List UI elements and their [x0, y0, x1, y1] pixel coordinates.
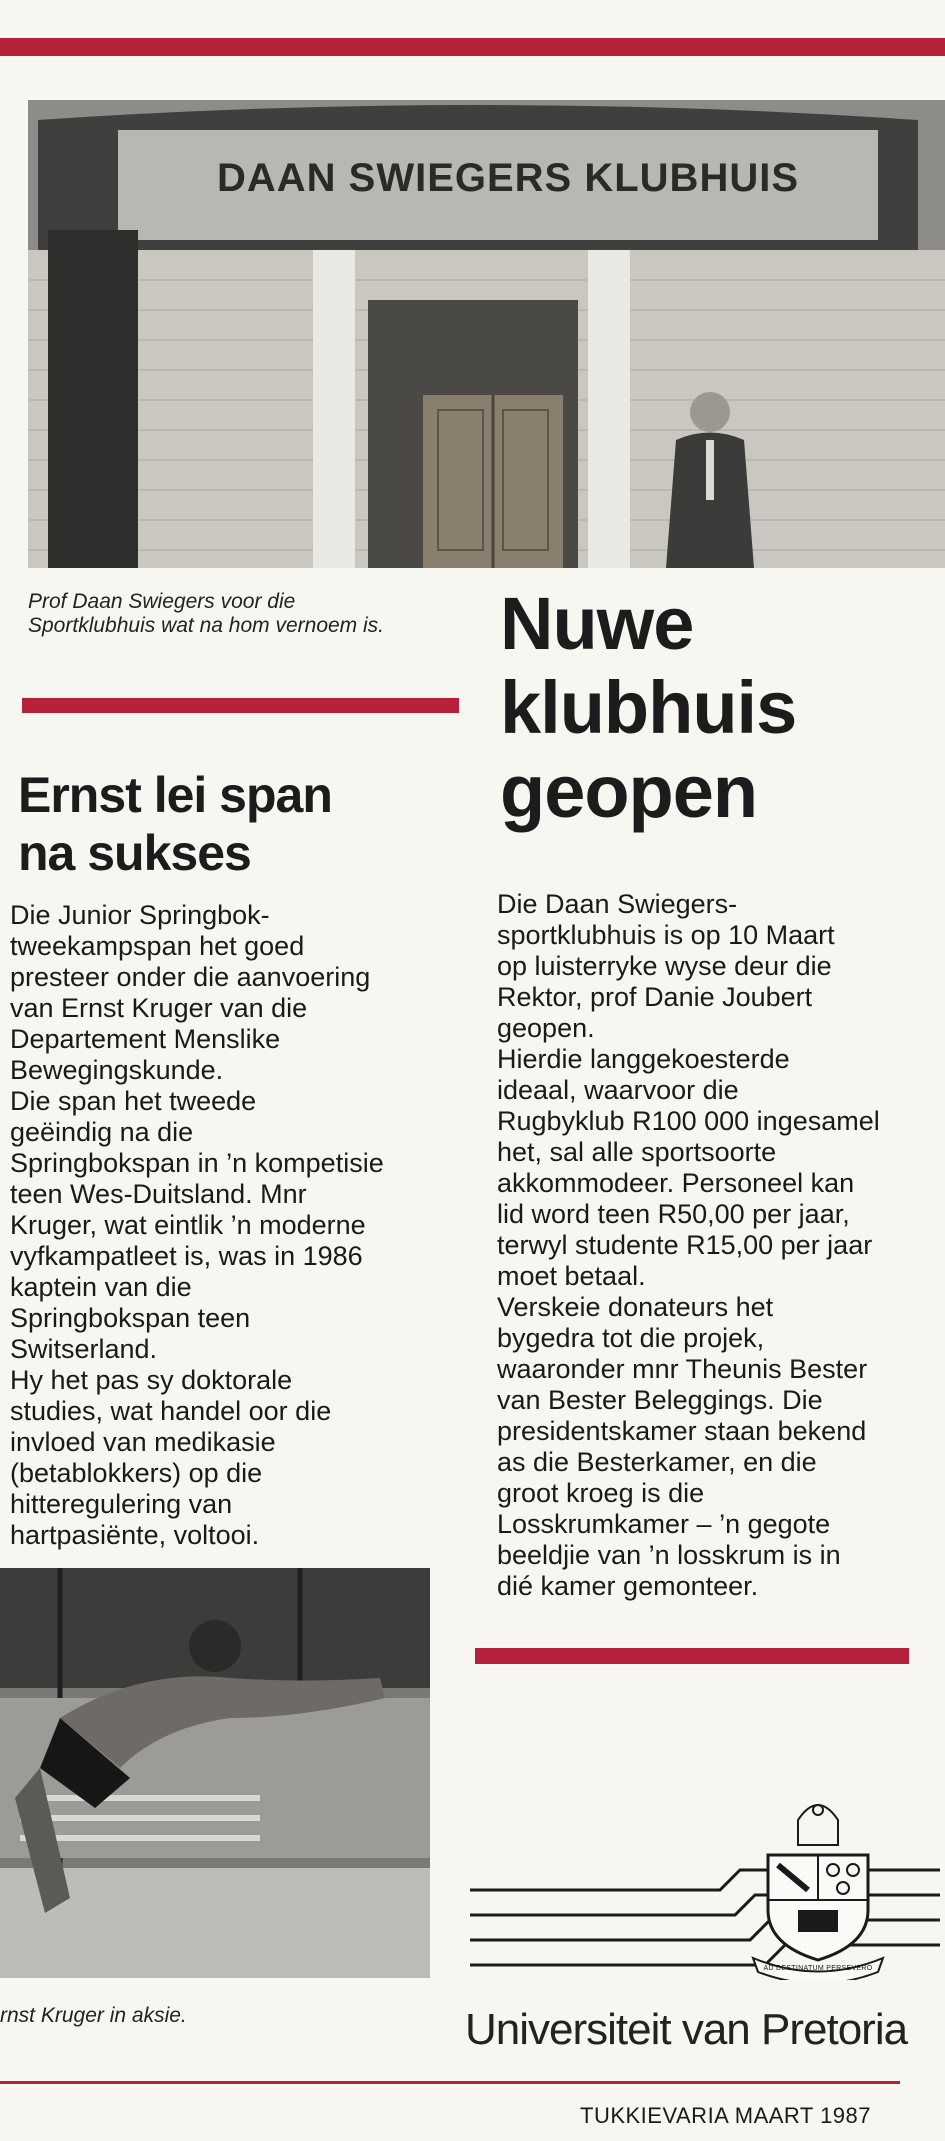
swimmer-photo — [0, 1568, 430, 1978]
left-red-divider — [22, 698, 459, 713]
clubhouse-caption-line2: Sportklubhuis wat na hom vernoem is. — [28, 614, 385, 637]
article-right-body: Die Daan Swiegers- sportklubhuis is op 10 Maart op luisterryke wyse deur die Rektor, prof Danie Joubert geopen. Hierdie langgekoesterde ideaal, waarvoor die Rugbyklub R100 000 ingesamel het, sal alle sportsoorte akkommodeer. Personeel kan lid word teen R50,00 per jaar, terwyl studente R15,00 per jaar moet betaal. Verskeie donateurs het bygedra tot die projek, waaronder mnr Theunis Bester van Bester Beleggings. Die presidentskamer staan bekend as die Besterkamer, en die groot kroeg is die Losskrumkamer – ’n gegote beeldjie van ’n losskrum is in dié kamer gemonteer. — [497, 889, 880, 1601]
headline-ernst — [18, 766, 332, 882]
university-crest-icon — [748, 1780, 888, 1980]
bottom-red-rule — [0, 2081, 900, 2084]
right-red-divider — [475, 1648, 909, 1664]
headline-left-line1: Ernst lei span — [18, 767, 332, 823]
footer-issue: TUKKIEVARIA MAART 1987 — [580, 2103, 872, 2128]
article-left-body: Die Junior Springbok- tweekampspan het goed presteer onder die aanvoering van Ernst Kruger van die Departement Menslike Bewegingskunde. Die span het tweede geëindig na die Springbokspan in ’n kompetisie teen Wes-Duitsland. Mnr Kruger, wat eintlik ’n moderne vyfkampatleet is, was in 1986 kaptein van die Springbokspan teen Switserland. Hy het pas sy doktorale studies, wat handel oor die invloed van medikasie (betablokkers) op die hitteregulering van hartpasiënte, voltooi. — [10, 900, 384, 1550]
clubhouse-caption-line1: Prof Daan Swiegers voor die — [28, 590, 296, 613]
headline-right-line1: Nuwe — [500, 582, 694, 665]
headline-left-line2: na sukses — [18, 825, 251, 881]
headline-right-line2: klubhuis — [500, 666, 797, 749]
swimmer-illustration — [0, 1568, 430, 1978]
clubhouse-sign: DAAN SWIEGERS KLUBHUIS — [216, 156, 800, 200]
swimmer-caption: rnst Kruger in aksie. — [0, 2004, 187, 2027]
university-name: Universiteit van Pretoria — [465, 2005, 908, 2054]
headline-new-clubhouse — [500, 582, 796, 834]
crest-motto: AD DESTINATUM PERSEVERO — [763, 1965, 873, 1972]
headline-right-line3: geopen — [500, 750, 758, 833]
clubhouse-photo — [28, 100, 945, 568]
top-red-bar — [0, 38, 945, 56]
clubhouse-caption — [28, 590, 468, 638]
